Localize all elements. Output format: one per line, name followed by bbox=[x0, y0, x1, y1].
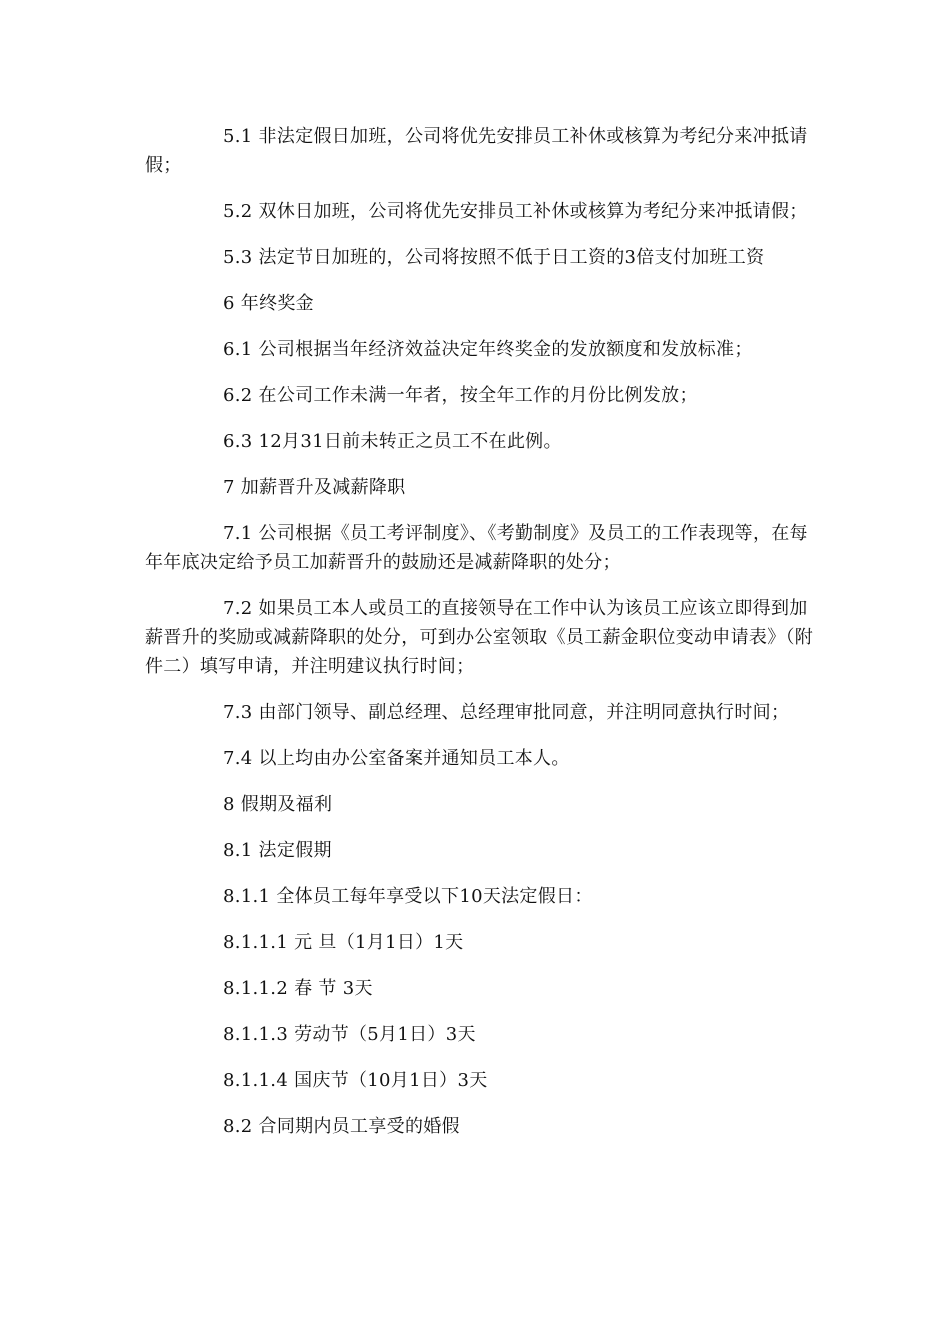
section-heading-6: 6 年终奖金 bbox=[223, 293, 314, 314]
paragraph-8-1-1-1: 8.1.1.1 元 旦（1月1日）1天 bbox=[223, 932, 464, 953]
paragraph-5-1: 5.1 非法定假日加班，公司将优先安排员工补休或核算为考纪分来冲抵请假； bbox=[145, 126, 808, 176]
paragraph-5-3: 5.3 法定节日加班的，公司将按照不低于日工资的3倍支付加班工资 bbox=[223, 247, 765, 268]
section-heading-7: 7 加薪晋升及减薪降职 bbox=[223, 477, 406, 498]
paragraph-6-2: 6.2 在公司工作未满一年者，按全年工作的月份比例发放； bbox=[223, 385, 698, 406]
paragraph-7-2: 7.2 如果员工本人或员工的直接领导在工作中认为该员工应该立即得到加薪晋升的奖励或减薪降职的处分，可到办公室领取《员工薪金职位变动申请表》（附件二）填写申请，并注明建议执行时间； bbox=[145, 598, 814, 677]
paragraph-8-1-1-3: 8.1.1.3 劳动节（5月1日）3天 bbox=[223, 1024, 476, 1045]
paragraph-7-3: 7.3 由部门领导、副总经理、总经理审批同意，并注明同意执行时间； bbox=[223, 702, 790, 723]
paragraph-8-1: 8.1 法定假期 bbox=[223, 840, 332, 861]
paragraph-8-1-1-2: 8.1.1.2 春 节 3天 bbox=[223, 978, 373, 999]
paragraph-5-2: 5.2 双休日加班，公司将优先安排员工补休或核算为考纪分来冲抵请假； bbox=[223, 201, 808, 222]
section-heading-8: 8 假期及福利 bbox=[223, 794, 333, 815]
paragraph-8-1-1: 8.1.1 全体员工每年享受以下10天法定假日： bbox=[223, 886, 593, 907]
paragraph-8-1-1-4: 8.1.1.4 国庆节（10月1日）3天 bbox=[223, 1070, 488, 1091]
document-body bbox=[145, 122, 820, 1158]
paragraph-8-2: 8.2 合同期内员工享受的婚假 bbox=[223, 1116, 460, 1137]
paragraph-7-4: 7.4 以上均由办公室备案并通知员工本人。 bbox=[223, 748, 570, 769]
paragraph-6-1: 6.1 公司根据当年经济效益决定年终奖金的发放额度和发放标准； bbox=[223, 339, 753, 360]
paragraph-6-3: 6.3 12月31日前未转正之员工不在此例。 bbox=[223, 431, 562, 452]
paragraph-7-1: 7.1 公司根据《员工考评制度》、《考勤制度》及员工的工作表现等，在每年年底决定给予员工加薪晋升的鼓励还是减薪降职的处分； bbox=[145, 523, 808, 573]
